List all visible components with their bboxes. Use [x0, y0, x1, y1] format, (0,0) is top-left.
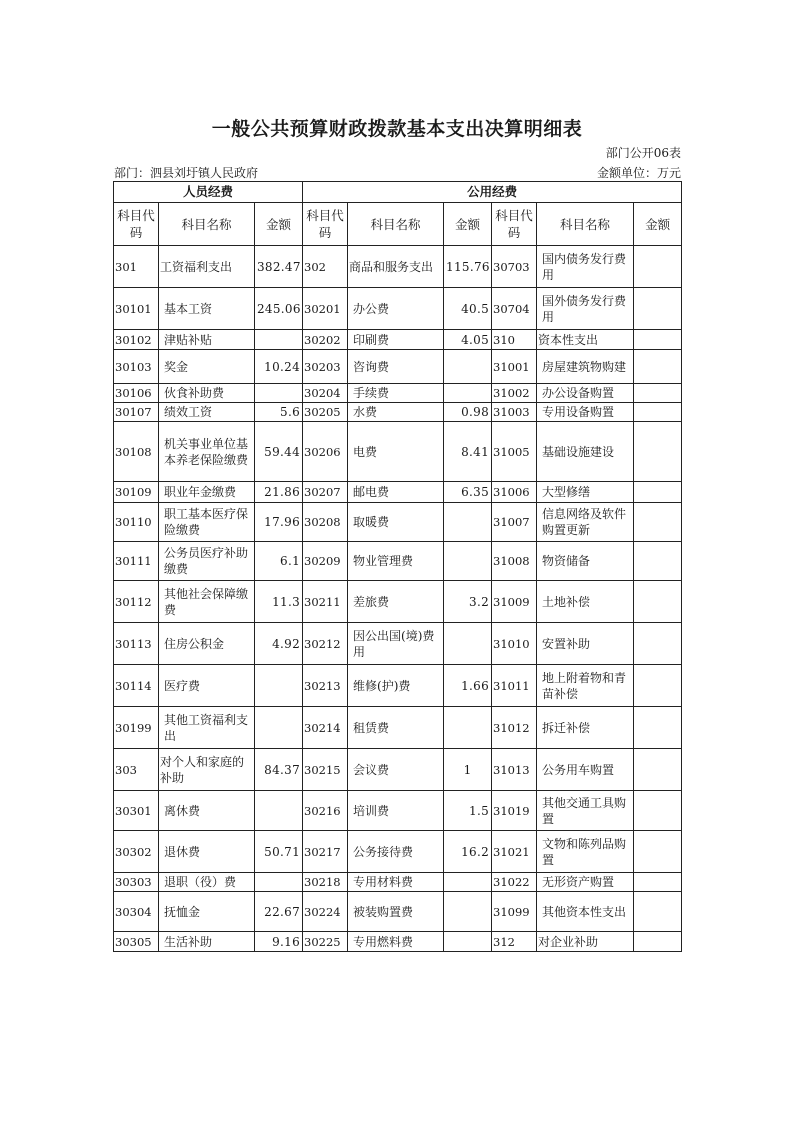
amount-cell: 21.86 [255, 482, 303, 503]
subject-code-cell: 30106 [114, 384, 159, 403]
expenditure-detail-table [113, 181, 682, 952]
subject-code-cell: 30202 [303, 330, 348, 350]
subject-code-cell: 31021 [492, 831, 537, 873]
subject-code-cell: 30212 [303, 623, 348, 665]
col-header-amount: 金额 [255, 203, 303, 246]
amount-cell: 1.66 [444, 665, 492, 707]
table-row [114, 791, 682, 831]
subject-code-cell: 31010 [492, 623, 537, 665]
subject-code-cell: 30111 [114, 542, 159, 581]
amount-cell [634, 403, 682, 422]
amount-cell [444, 350, 492, 384]
subject-code-cell: 30199 [114, 707, 159, 749]
amount-cell [634, 422, 682, 482]
amount-cell [634, 932, 682, 952]
form-number: 部门公开06表 [605, 146, 681, 160]
amount-cell: 3.2 [444, 581, 492, 623]
subject-code-cell: 312 [492, 932, 537, 952]
amount-cell [634, 482, 682, 503]
subject-name-cell: 专用设备购置 [537, 403, 634, 422]
subject-code-cell: 30204 [303, 384, 348, 403]
subject-name-cell: 专用材料费 [348, 873, 444, 892]
subject-code-cell: 30213 [303, 665, 348, 707]
subject-code-cell: 303 [114, 749, 159, 791]
subject-code-cell: 30208 [303, 503, 348, 542]
amount-cell [634, 350, 682, 384]
table-row [114, 892, 682, 932]
amount-cell: 16.2 [444, 831, 492, 873]
department-label: 部门：泗县刘圩镇人民政府 [114, 166, 259, 180]
col-header-code: 科目代码 [303, 203, 348, 246]
amount-cell: 245.06 [255, 288, 303, 330]
amount-cell: 8.41 [444, 422, 492, 482]
subject-name-cell: 奖金 [159, 350, 255, 384]
col-header-amount: 金额 [634, 203, 682, 246]
subject-code-cell: 30201 [303, 288, 348, 330]
subject-name-cell: 安置补助 [537, 623, 634, 665]
subject-code-cell: 30205 [303, 403, 348, 422]
subject-code-cell: 31019 [492, 791, 537, 831]
amount-cell [444, 503, 492, 542]
amount-cell [444, 892, 492, 932]
amount-cell [634, 246, 682, 288]
subject-name-cell: 被装购置费 [348, 892, 444, 932]
subject-name-cell: 水费 [348, 403, 444, 422]
subject-name-cell: 取暖费 [348, 503, 444, 542]
subject-name-cell: 咨询费 [348, 350, 444, 384]
subject-code-cell: 31013 [492, 749, 537, 791]
subject-name-cell: 邮电费 [348, 482, 444, 503]
subject-code-cell: 30218 [303, 873, 348, 892]
subject-code-cell: 30303 [114, 873, 159, 892]
subject-name-cell: 公务接待费 [348, 831, 444, 873]
subject-name-cell: 会议费 [348, 749, 444, 791]
amount-cell [255, 707, 303, 749]
subject-code-cell: 30203 [303, 350, 348, 384]
subject-code-cell: 302 [303, 246, 348, 288]
amount-unit-label: 金额单位：万元 [596, 166, 681, 180]
subject-name-cell: 土地补偿 [537, 581, 634, 623]
subject-name-cell: 职工基本医疗保险缴费 [159, 503, 255, 542]
amount-cell [444, 707, 492, 749]
subject-name-cell: 培训费 [348, 791, 444, 831]
amount-cell [444, 384, 492, 403]
subject-code-cell: 31002 [492, 384, 537, 403]
subject-name-cell: 国外债务发行费用 [537, 288, 634, 330]
subject-name-cell: 租赁费 [348, 707, 444, 749]
col-header-name: 科目名称 [537, 203, 634, 246]
amount-cell: 4.92 [255, 623, 303, 665]
subject-code-cell: 31006 [492, 482, 537, 503]
subject-name-cell: 生活补助 [159, 932, 255, 952]
subject-name-cell: 津贴补贴 [159, 330, 255, 350]
subject-code-cell: 31009 [492, 581, 537, 623]
amount-cell: 1 [444, 749, 492, 791]
subject-code-cell: 31012 [492, 707, 537, 749]
table-row [114, 403, 682, 422]
amount-cell: 10.24 [255, 350, 303, 384]
subject-code-cell: 30112 [114, 581, 159, 623]
amount-cell: 6.1 [255, 542, 303, 581]
subject-code-cell: 30102 [114, 330, 159, 350]
subject-code-cell: 30301 [114, 791, 159, 831]
table-row [114, 422, 682, 482]
subject-code-cell: 31001 [492, 350, 537, 384]
table-row [114, 384, 682, 403]
amount-cell [444, 932, 492, 952]
subject-code-cell: 30107 [114, 403, 159, 422]
subject-name-cell: 公务用车购置 [537, 749, 634, 791]
amount-cell: 0.98 [444, 403, 492, 422]
subject-name-cell: 印刷费 [348, 330, 444, 350]
amount-cell: 50.71 [255, 831, 303, 873]
amount-cell [634, 384, 682, 403]
subject-name-cell: 物业管理费 [348, 542, 444, 581]
subject-name-cell: 手续费 [348, 384, 444, 403]
subject-name-cell: 大型修缮 [537, 482, 634, 503]
subject-name-cell: 对企业补助 [537, 932, 634, 952]
amount-cell [634, 288, 682, 330]
table-row [114, 749, 682, 791]
amount-cell [634, 873, 682, 892]
amount-cell: 5.6 [255, 403, 303, 422]
table-row [114, 350, 682, 384]
amount-cell [444, 873, 492, 892]
table-row [114, 831, 682, 873]
amount-cell [444, 623, 492, 665]
amount-cell: 4.05 [444, 330, 492, 350]
subject-code-cell: 310 [492, 330, 537, 350]
amount-cell: 84.37 [255, 749, 303, 791]
subject-name-cell: 资本性支出 [537, 330, 634, 350]
amount-cell: 6.35 [444, 482, 492, 503]
table-row [114, 665, 682, 707]
subject-name-cell: 职业年金缴费 [159, 482, 255, 503]
subject-name-cell: 办公设备购置 [537, 384, 634, 403]
table-row [114, 542, 682, 581]
subject-code-cell: 31011 [492, 665, 537, 707]
table-row [114, 707, 682, 749]
subject-name-cell: 绩效工资 [159, 403, 255, 422]
subject-code-cell: 30217 [303, 831, 348, 873]
col-header-name: 科目名称 [348, 203, 444, 246]
amount-cell [634, 749, 682, 791]
subject-code-cell: 30215 [303, 749, 348, 791]
subject-name-cell: 文物和陈列品购置 [537, 831, 634, 873]
subject-name-cell: 房屋建筑物购建 [537, 350, 634, 384]
amount-cell [255, 791, 303, 831]
subject-name-cell: 工资福利支出 [159, 246, 255, 288]
subject-name-cell: 商品和服务支出 [348, 246, 444, 288]
subject-code-cell: 30305 [114, 932, 159, 952]
subject-name-cell: 国内债务发行费用 [537, 246, 634, 288]
amount-cell [634, 791, 682, 831]
subject-name-cell: 其他社会保障缴费 [159, 581, 255, 623]
subject-code-cell: 31008 [492, 542, 537, 581]
subject-name-cell: 机关事业单位基本养老保险缴费 [159, 422, 255, 482]
subject-name-cell: 基本工资 [159, 288, 255, 330]
subject-name-cell: 住房公积金 [159, 623, 255, 665]
subject-name-cell: 抚恤金 [159, 892, 255, 932]
table-row [114, 482, 682, 503]
amount-cell [634, 665, 682, 707]
subject-name-cell: 医疗费 [159, 665, 255, 707]
subject-code-cell: 301 [114, 246, 159, 288]
subject-code-cell: 30101 [114, 288, 159, 330]
amount-cell: 9.16 [255, 932, 303, 952]
subject-code-cell: 31003 [492, 403, 537, 422]
amount-cell [634, 831, 682, 873]
subject-name-cell: 维修(护)费 [348, 665, 444, 707]
amount-cell: 40.5 [444, 288, 492, 330]
public-group-header: 公用经费 [303, 182, 682, 203]
subject-name-cell: 伙食补助费 [159, 384, 255, 403]
col-header-code: 科目代码 [114, 203, 159, 246]
subject-name-cell: 地上附着物和青苗补偿 [537, 665, 634, 707]
subject-name-cell: 对个人和家庭的补助 [159, 749, 255, 791]
amount-cell: 59.44 [255, 422, 303, 482]
subject-code-cell: 30704 [492, 288, 537, 330]
table-row [114, 246, 682, 288]
subject-name-cell: 因公出国(境)费用 [348, 623, 444, 665]
subject-code-cell: 30225 [303, 932, 348, 952]
subject-name-cell: 电费 [348, 422, 444, 482]
subject-code-cell: 30211 [303, 581, 348, 623]
amount-cell: 382.47 [255, 246, 303, 288]
table-body [114, 246, 682, 952]
subject-name-cell: 无形资产购置 [537, 873, 634, 892]
personnel-group-header: 人员经费 [114, 182, 303, 203]
subject-name-cell: 离休费 [159, 791, 255, 831]
subject-name-cell: 办公费 [348, 288, 444, 330]
col-header-name: 科目名称 [159, 203, 255, 246]
amount-cell: 11.3 [255, 581, 303, 623]
subject-code-cell: 30108 [114, 422, 159, 482]
subject-name-cell: 其他资本性支出 [537, 892, 634, 932]
subject-name-cell: 信息网络及软件购置更新 [537, 503, 634, 542]
amount-cell: 22.67 [255, 892, 303, 932]
table-row [114, 581, 682, 623]
subject-code-cell: 30216 [303, 791, 348, 831]
amount-cell [634, 892, 682, 932]
amount-cell [255, 384, 303, 403]
table-row [114, 503, 682, 542]
amount-cell [634, 581, 682, 623]
subject-code-cell: 30304 [114, 892, 159, 932]
subject-code-cell: 31022 [492, 873, 537, 892]
subject-name-cell: 其他工资福利支出 [159, 707, 255, 749]
amount-cell [634, 542, 682, 581]
amount-cell [634, 330, 682, 350]
amount-cell [255, 330, 303, 350]
amount-cell [634, 707, 682, 749]
table-row [114, 288, 682, 330]
amount-cell [634, 503, 682, 542]
subject-code-cell: 30703 [492, 246, 537, 288]
subject-code-cell: 30302 [114, 831, 159, 873]
table-row [114, 873, 682, 892]
subject-name-cell: 物资储备 [537, 542, 634, 581]
subject-name-cell: 退休费 [159, 831, 255, 873]
amount-cell [634, 623, 682, 665]
subject-code-cell: 30113 [114, 623, 159, 665]
amount-cell [255, 873, 303, 892]
table-row [114, 932, 682, 952]
subject-name-cell: 拆迁补偿 [537, 707, 634, 749]
subject-name-cell: 公务员医疗补助缴费 [159, 542, 255, 581]
subject-name-cell: 退职（役）费 [159, 873, 255, 892]
subject-name-cell: 差旅费 [348, 581, 444, 623]
amount-cell [255, 665, 303, 707]
amount-cell [444, 542, 492, 581]
subject-code-cell: 30109 [114, 482, 159, 503]
col-header-amount: 金额 [444, 203, 492, 246]
amount-cell: 17.96 [255, 503, 303, 542]
subject-name-cell: 专用燃料费 [348, 932, 444, 952]
subject-name-cell: 基础设施建设 [537, 422, 634, 482]
amount-cell: 115.76 [444, 246, 492, 288]
subject-code-cell: 31005 [492, 422, 537, 482]
subject-code-cell: 30110 [114, 503, 159, 542]
page-title: 一般公共预算财政拨款基本支出决算明细表 [211, 118, 583, 140]
subject-code-cell: 30206 [303, 422, 348, 482]
subject-code-cell: 30224 [303, 892, 348, 932]
col-header-code: 科目代码 [492, 203, 537, 246]
amount-cell: 1.5 [444, 791, 492, 831]
subject-code-cell: 30209 [303, 542, 348, 581]
subject-code-cell: 30207 [303, 482, 348, 503]
subject-code-cell: 30114 [114, 665, 159, 707]
subject-code-cell: 30103 [114, 350, 159, 384]
subject-name-cell: 其他交通工具购置 [537, 791, 634, 831]
table-row [114, 330, 682, 350]
subject-code-cell: 31007 [492, 503, 537, 542]
subject-code-cell: 30214 [303, 707, 348, 749]
subject-code-cell: 31099 [492, 892, 537, 932]
table-row [114, 623, 682, 665]
